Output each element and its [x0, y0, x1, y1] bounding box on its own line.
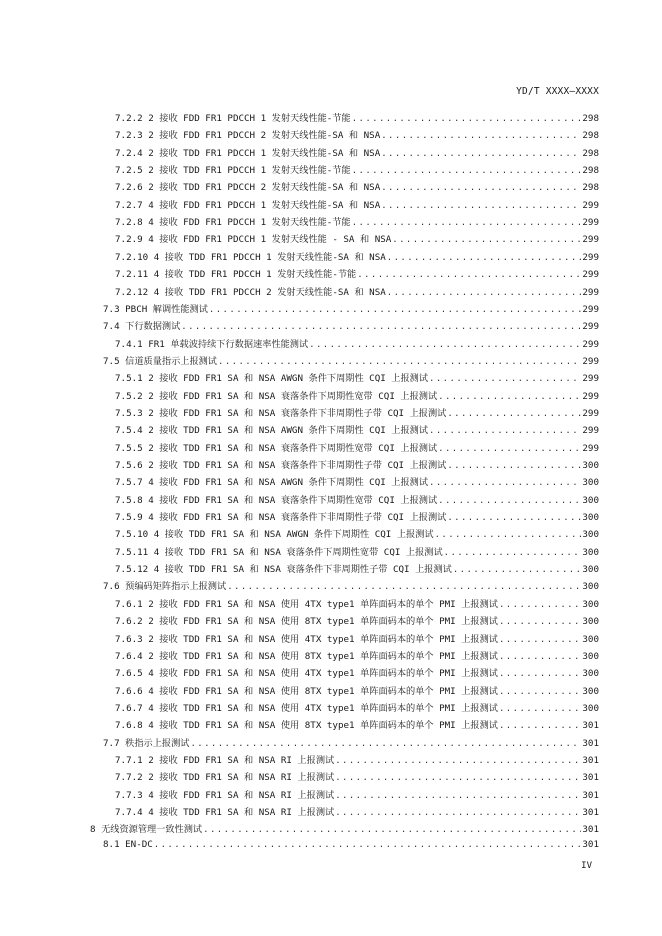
toc-leader-dots — [181, 322, 581, 332]
toc-leader-dots — [335, 808, 581, 818]
toc-entry-page: 301 — [582, 754, 599, 766]
toc-entry-title: 7.6.1 2 接收 FDD FR1 SA 和 NSA 使用 4TX type1 单阵面码本的单个 PMI 上报测试 — [115, 598, 498, 610]
toc-entry[interactable] — [115, 769, 599, 784]
toc-entry-page: 300 — [582, 650, 599, 662]
toc-entry-title: 7.4.1 FR1 单载波持续下行数据速率性能测试 — [115, 338, 309, 350]
toc-entry-title: 7.5.6 2 接收 TDD FR1 SA 和 NSA 衰落条件下非周期性子带 CQI 上报测试 — [115, 460, 447, 471]
toc-entry[interactable] — [115, 249, 599, 264]
toc-entry-title: 7.4 下行数据测试 — [103, 321, 181, 333]
toc-entry[interactable] — [115, 717, 599, 732]
toc-entry-title: 7.5.4 2 接收 TDD FR1 SA 和 NSA AWGN 条件下周期性 CQI 上报测试 — [115, 425, 429, 437]
toc-entry-title: 7.2.12 4 接收 TDD FR1 PDCCH 2 发射天线性能-SA 和 NSA — [115, 286, 386, 298]
toc-leader-dots — [499, 635, 581, 645]
toc-entry-page: 300 — [582, 546, 599, 558]
toc-entry[interactable] — [115, 388, 599, 403]
toc-entry-page: 301 — [582, 789, 599, 801]
toc-entry[interactable] — [103, 735, 599, 750]
toc-entry[interactable] — [103, 578, 599, 593]
toc-entry[interactable] — [115, 231, 599, 246]
toc-entry-page: 299 — [582, 251, 599, 263]
toc-leader-dots — [190, 739, 581, 749]
toc-entry-title: 7.6 预编码矩阵指示上报测试 — [103, 581, 227, 593]
toc-entry-title: 7.2.11 4 接收 TDD FR1 PDCCH 1 发射天线性能-节能 — [115, 269, 357, 281]
toc-entry-title: 7.7.4 4 接收 TDD FR1 SA 和 NSA RI 上报测试 — [115, 807, 335, 818]
toc-entry[interactable] — [115, 700, 599, 715]
toc-entry-title: 7.3 PBCH 解调性能测试 — [103, 303, 208, 315]
toc-leader-dots — [335, 791, 581, 801]
document-header: YD/T XXXX—XXXX — [516, 86, 599, 97]
toc-entry[interactable] — [115, 457, 599, 472]
toc-entry-page: 300 — [582, 477, 599, 489]
toc-leader-dots — [429, 374, 581, 384]
toc-entry-page: 300 — [582, 529, 599, 541]
toc-leader-dots — [438, 496, 581, 506]
toc-entry-page: 299 — [582, 303, 599, 315]
toc-leader-dots — [453, 565, 582, 575]
toc-leader-dots — [444, 548, 582, 558]
toc-entry-title: 8.1 EN-DC — [103, 838, 153, 850]
page-number: IV — [581, 861, 592, 871]
toc-entry[interactable] — [115, 787, 599, 802]
toc-leader-dots — [499, 721, 581, 731]
toc-entry[interactable] — [115, 526, 599, 541]
toc-entry[interactable] — [103, 301, 599, 316]
toc-entry[interactable] — [115, 631, 599, 646]
toc-entry-title: 7.5.1 2 接收 FDD FR1 SA 和 NSA AWGN 条件下周期性 CQI 上报测试 — [115, 373, 429, 385]
toc-leader-dots — [352, 166, 582, 176]
toc-entry[interactable] — [115, 127, 599, 142]
toc-entry-page: 301 — [582, 838, 599, 850]
toc-entry-page: 299 — [582, 390, 599, 402]
toc-entry-title: 7.2.9 4 接收 FDD FR1 PDCCH 1 发射天线性能 - SA 和 NSA — [115, 234, 392, 246]
toc-entry[interactable] — [115, 197, 599, 212]
toc-entry-title: 7.2.10 4 接收 TDD FR1 PDCCH 1 发射天线性能-SA 和 NSA — [115, 251, 386, 263]
toc-entry-page: 300 — [582, 460, 599, 471]
toc-leader-dots — [227, 582, 581, 592]
toc-entry[interactable] — [115, 145, 599, 160]
toc-entry-page: 299 — [582, 321, 599, 333]
toc-entry-page: 299 — [582, 234, 599, 246]
toc-entry-title: 7.2.8 4 接收 FDD FR1 PDCCH 1 发射天线性能-节能 — [115, 217, 351, 229]
toc-entry[interactable] — [90, 821, 599, 836]
toc-entry[interactable] — [115, 752, 599, 767]
toc-entry-page: 299 — [582, 407, 599, 419]
toc-leader-dots — [499, 617, 581, 627]
toc-entry-page: 301 — [582, 824, 599, 836]
toc-entry-title: 7.5.3 2 接收 FDD FR1 SA 和 NSA 衰落条件下非周期性子带 CQI 上报测试 — [115, 407, 447, 419]
toc-entry[interactable] — [115, 440, 599, 455]
toc-entry-page: 301 — [582, 772, 599, 784]
toc-entry-page: 298 — [582, 130, 599, 142]
toc-leader-dots — [499, 652, 581, 662]
toc-entry-title: 7.6.2 2 接收 FDD FR1 SA 和 NSA 使用 8TX type1 单阵面码本的单个 PMI 上报测试 — [115, 616, 498, 628]
toc-entry-page: 301 — [582, 720, 599, 732]
toc-entry[interactable] — [103, 839, 599, 854]
toc-entry-page: 300 — [582, 633, 599, 645]
toc-leader-dots — [392, 235, 581, 245]
toc-leader-dots — [381, 131, 581, 141]
toc-entry[interactable] — [115, 665, 599, 680]
toc-leader-dots — [447, 409, 581, 419]
toc-entry-title: 7.5.5 2 接收 TDD FR1 SA 和 NSA 衰落条件下周期性宽带 CQI 上报测试 — [115, 442, 438, 454]
toc-entry-page: 299 — [582, 286, 599, 298]
toc-entry-page: 300 — [582, 581, 599, 593]
toc-leader-dots — [435, 530, 582, 540]
toc-leader-dots — [387, 288, 582, 298]
toc-entry-title: 8 无线资源管理一致性测试 — [90, 824, 203, 836]
toc-entry-page: 298 — [582, 182, 599, 194]
toc-leader-dots — [429, 478, 581, 488]
toc-leader-dots — [499, 687, 581, 697]
toc-leader-dots — [335, 773, 581, 783]
toc-entry-title: 7.7.2 2 接收 TDD FR1 SA 和 NSA RI 上报测试 — [115, 772, 335, 784]
toc-entry[interactable] — [115, 561, 599, 576]
toc-entry[interactable] — [115, 474, 599, 489]
toc-entry[interactable] — [115, 336, 599, 351]
toc-entry-page: 300 — [582, 564, 599, 576]
toc-entry-page: 298 — [582, 113, 599, 124]
toc-entry[interactable] — [115, 110, 599, 125]
toc-leader-dots — [499, 704, 581, 714]
toc-entry-title: 7.2.3 2 接收 FDD FR1 PDCCH 2 发射天线性能-SA 和 NSA — [115, 130, 381, 142]
toc-entry-title: 7.5.12 4 接收 TDD FR1 SA 和 NSA 衰落条件下非周期性子带 CQI 上报测试 — [115, 564, 452, 576]
toc-entry-page: 299 — [582, 442, 599, 454]
toc-leader-dots — [309, 340, 581, 350]
toc-entry[interactable] — [103, 318, 599, 333]
toc-entry-title: 7.5.8 4 接收 FDD FR1 SA 和 NSA 衰落条件下周期性宽带 CQI 上报测试 — [115, 494, 438, 506]
toc-entry-title: 7.2.6 2 接收 TDD FR1 PDCCH 2 发射天线性能-SA 和 NSA — [115, 182, 381, 194]
toc-entry-page: 300 — [582, 512, 599, 524]
toc-entry-title: 7.5.10 4 接收 TDD FR1 SA 和 NSA AWGN 条件下周期性 CQI 上报测试 — [115, 529, 434, 541]
toc-entry[interactable] — [115, 596, 599, 611]
toc-entry-page: 300 — [582, 616, 599, 628]
toc-entry-title: 7.2.4 2 接收 TDD FR1 PDCCH 1 发射天线性能-SA 和 NSA — [115, 147, 381, 159]
toc-leader-dots — [209, 305, 581, 315]
toc-leader-dots — [447, 513, 581, 523]
toc-entry[interactable] — [103, 353, 599, 368]
toc-leader-dots — [381, 201, 581, 211]
toc-entry[interactable] — [115, 422, 599, 437]
toc-entry-title: 7.6.5 4 接收 FDD FR1 SA 和 NSA 使用 4TX type1 单阵面码本的单个 PMI 上报测试 — [115, 668, 498, 680]
toc-entry[interactable] — [115, 613, 599, 628]
toc-entry[interactable] — [115, 683, 599, 698]
toc-entry-title: 7.2.7 4 接收 FDD FR1 PDCCH 1 发射天线性能-SA 和 NSA — [115, 199, 381, 211]
toc-entry-title: 7.6.7 4 接收 TDD FR1 SA 和 NSA 使用 4TX type1 单阵面码本的单个 PMI 上报测试 — [115, 702, 498, 714]
toc-entry-page: 299 — [582, 355, 599, 367]
toc-leader-dots — [154, 840, 582, 850]
toc-leader-dots — [499, 669, 581, 679]
toc-entry-title: 7.2.2 2 接收 FDD FR1 PDCCH 1 发射天线性能-节能 — [115, 113, 351, 124]
toc-entry[interactable] — [115, 648, 599, 663]
toc-entry-title: 7.6.6 4 接收 FDD FR1 SA 和 NSA 使用 8TX type1 单阵面码本的单个 PMI 上报测试 — [115, 685, 498, 697]
toc-leader-dots — [357, 270, 581, 280]
toc-entry-title: 7.6.8 4 接收 TDD FR1 SA 和 NSA 使用 8TX type1 单阵面码本的单个 PMI 上报测试 — [115, 720, 498, 732]
toc-leader-dots — [381, 183, 581, 193]
toc-entry[interactable] — [115, 544, 599, 559]
toc-leader-dots — [447, 461, 581, 471]
toc-leader-dots — [429, 426, 581, 436]
toc-entry-title: 7.7.1 2 接收 FDD FR1 SA 和 NSA RI 上报测试 — [115, 754, 335, 766]
toc-entry-page: 299 — [582, 373, 599, 385]
toc-entry-page: 298 — [582, 147, 599, 159]
toc-entry-page: 299 — [582, 199, 599, 211]
toc-leader-dots — [352, 114, 582, 124]
toc-entry-page: 298 — [582, 165, 599, 177]
toc-entry-title: 7.7 秩指示上报测试 — [103, 737, 190, 749]
toc-entry[interactable] — [115, 284, 599, 299]
toc-entry-page: 300 — [582, 598, 599, 610]
toc-entry-title: 7.5 信道质量指示上报测试 — [103, 355, 217, 367]
toc-leader-dots — [352, 218, 582, 228]
toc-entry[interactable] — [115, 266, 599, 281]
toc-entry[interactable] — [115, 214, 599, 229]
toc-entry-page: 300 — [582, 702, 599, 714]
toc-entry-title: 7.7.3 4 接收 FDD FR1 SA 和 NSA RI 上报测试 — [115, 789, 335, 801]
toc-leader-dots — [438, 444, 581, 454]
toc-leader-dots — [203, 825, 581, 835]
toc-entry-page: 299 — [582, 338, 599, 350]
toc-entry[interactable] — [115, 162, 599, 177]
toc-leader-dots — [499, 600, 581, 610]
toc-entry[interactable] — [115, 804, 599, 819]
toc-leader-dots — [335, 756, 581, 766]
toc-leader-dots — [387, 253, 582, 263]
toc-entry[interactable] — [115, 370, 599, 385]
toc-entry-page: 301 — [582, 807, 599, 818]
toc-entry-title: 7.6.4 2 接收 TDD FR1 SA 和 NSA 使用 8TX type1 单阵面码本的单个 PMI 上报测试 — [115, 650, 498, 662]
toc-leader-dots — [438, 392, 581, 402]
toc-entry-page: 300 — [582, 685, 599, 697]
toc-entry-title: 7.5.11 4 接收 TDD FR1 SA 和 NSA 衰落条件下周期性宽带 CQI 上报测试 — [115, 546, 443, 558]
toc-entry[interactable] — [115, 179, 599, 194]
toc-entry-title: 7.5.7 4 接收 FDD FR1 SA 和 NSA AWGN 条件下周期性 CQI 上报测试 — [115, 477, 429, 489]
toc-entry-page: 299 — [582, 269, 599, 281]
toc-leader-dots — [381, 149, 581, 159]
toc-entry-page: 299 — [582, 217, 599, 229]
toc-entry-title: 7.2.5 2 接收 TDD FR1 PDCCH 1 发射天线性能-节能 — [115, 165, 351, 177]
toc-entry-page: 299 — [582, 425, 599, 437]
toc-entry-page: 300 — [582, 668, 599, 680]
toc-entry-title: 7.5.2 2 接收 FDD FR1 SA 和 NSA 衰落条件下周期性宽带 CQI 上报测试 — [115, 390, 438, 402]
toc-entry[interactable] — [115, 509, 599, 524]
toc-entry[interactable] — [115, 492, 599, 507]
toc-entry-page: 301 — [582, 737, 599, 749]
toc-entry-page: 300 — [582, 494, 599, 506]
toc-entry-title: 7.5.9 4 接收 FDD FR1 SA 和 NSA 衰落条件下非周期性子带 CQI 上报测试 — [115, 512, 447, 524]
toc-leader-dots — [218, 357, 581, 367]
toc-entry[interactable] — [115, 405, 599, 420]
toc-entry-title: 7.6.3 2 接收 TDD FR1 SA 和 NSA 使用 4TX type1 单阵面码本的单个 PMI 上报测试 — [115, 633, 498, 645]
